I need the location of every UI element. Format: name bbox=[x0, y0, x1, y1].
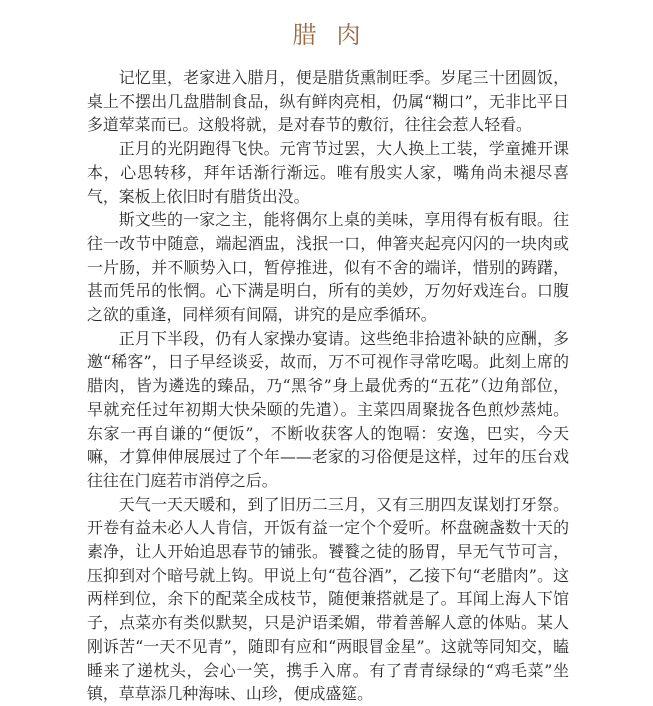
paragraph-5: 天气一天天暖和，到了旧历二三月，又有三朋四友谋划打牙祭。开卷有益未必人人肯信，开饭有益一定个个爱听。杯盘碗盏数十天的素净，让人开始追思春节的铺张。饕餮之徒的肠胃，早无气节可言，压抑到对个暗号就上钩。甲说上句“苞谷酒”，乙接下句“老腊肉”。这两样到位，余下的配菜全成枝节，随便兼搭就是了。耳闻上海人下馆子，点菜亦有类似默契，只是沪语柔媚，带着善解人意的体贴。某人刚诉苦“一天不见青”，随即有应和“两眼冒金星”。这就等同知交，瞌睡来了递枕头，会心一笑，携手入席。有了青青绿绿的“鸡毛菜”坐镇，草草添几种海味、山珍，便成盛筵。 bbox=[87, 494, 569, 704]
paragraph-4: 正月下半段，仍有人家操办宴请。这些绝非拾遗补缺的应酬，多邀“稀客”，日子早经谈妥，故而，万不可视作寻常吃喝。此刻上席的腊肉，皆为遴选的臻品，乃“黑爷”身上最优秀的“五花”（边角部位，早就充任过年初期大快朵颐的先遣）。主菜四周聚拢各色煎炒蒸炖。东家一再自谦的“便饭”，不断收获客人的饱嗝：安逸，巴实，今天嘛，才算伸伸展展过了个年——老家的习俗便是这样，过年的压台戏往往在门庭若市消停之后。 bbox=[87, 328, 569, 490]
page-title: 腊肉 bbox=[292, 21, 381, 50]
paragraph-1: 记忆里，老家进入腊月，便是腊货熏制旺季。岁尾三十团圆饭，桌上不摆出几盘腊制食品，纵有鲜肉亮相，仍属“糊口”，无非比平日多道荤菜而已。这般将就，是对春节的敷衍，往往会惹人轻看。 bbox=[87, 68, 569, 135]
paragraph-2: 正月的光阴跑得飞快。元宵节过罢，大人换上工装，学童摊开课本，心思转移，拜年话渐行渐远。唯有殷实人家，嘴角尚未褪尽喜气，案板上依旧时有腊货出没。 bbox=[87, 139, 569, 206]
paragraph-3: 斯文些的一家之主，能将偶尔上桌的美味，享用得有板有眼。往往一改节中随意，端起酒盅，浅抿一口，伸箸夹起亮闪闪的一块肉或一片肠，并不顺势入口，暂停推进，似有不舍的端详，惜别的踌躇，甚而凭吊的怅惘。心下满是明白，所有的美妙，万勿好戏连台。口腹之欲的重逢，同样须有间隔，讲究的是应季循环。 bbox=[87, 210, 569, 325]
article-body bbox=[87, 66, 569, 706]
